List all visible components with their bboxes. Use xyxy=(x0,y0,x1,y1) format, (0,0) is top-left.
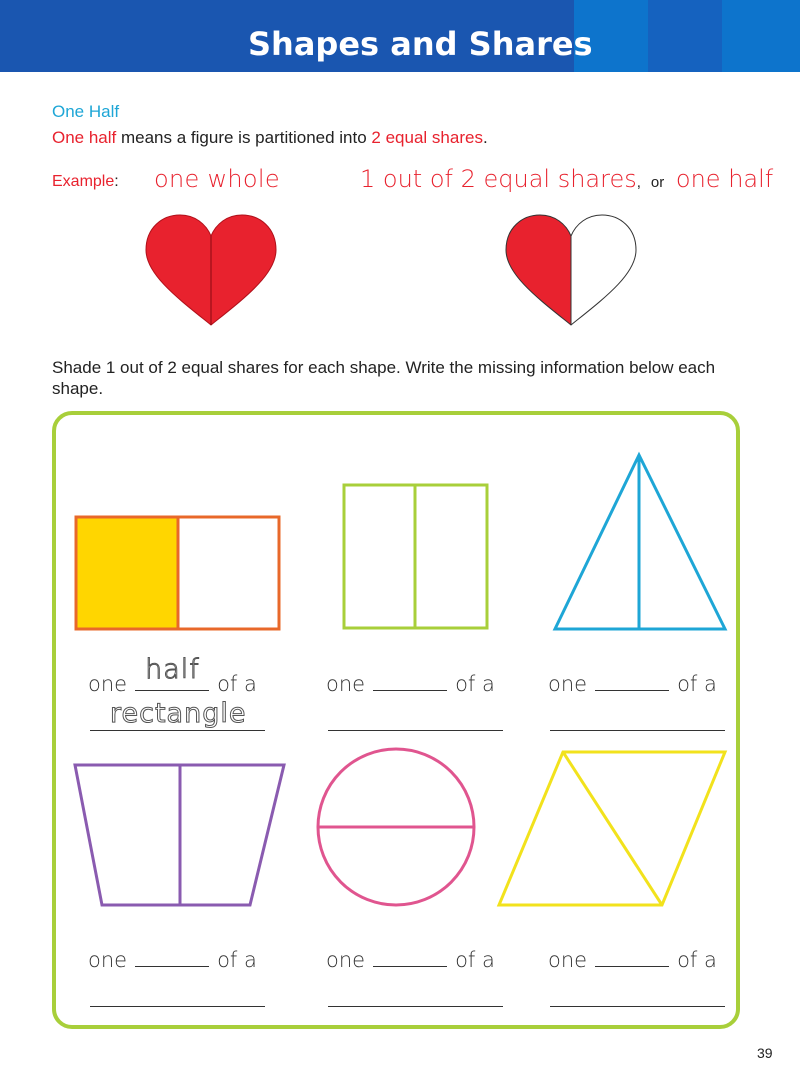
answer-line-6: one of a xyxy=(548,948,717,972)
answer-line-4: one of a xyxy=(88,948,257,972)
shape-name-blank[interactable] xyxy=(328,1006,503,1007)
shaded-half xyxy=(76,517,178,629)
parallelogram-shape[interactable] xyxy=(499,752,725,905)
shape-name-blank[interactable] xyxy=(90,1006,265,1007)
answer-line-5: one of a xyxy=(326,948,495,972)
page-number: 39 xyxy=(757,1045,773,1061)
rectangle-shape-2[interactable] xyxy=(344,485,487,628)
instructions-text: Shade 1 out of 2 equal shares for each shape. Write the missing information below each shape. xyxy=(52,358,716,398)
definition-highlight: 2 equal shares xyxy=(371,128,483,147)
example-comma: , xyxy=(636,174,641,191)
triangle-shape[interactable] xyxy=(555,455,725,629)
traced-answer: half xyxy=(145,654,200,685)
answer-line-3: one of a xyxy=(548,672,717,696)
definition-term: One half xyxy=(52,128,117,147)
answer-blank[interactable] xyxy=(595,674,669,691)
definition-body: means a figure is partitioned into xyxy=(116,128,372,147)
example-label: Example: xyxy=(52,173,119,190)
shape-name-blank[interactable] xyxy=(328,730,503,731)
definition-period: . xyxy=(482,128,488,147)
answer-blank[interactable] xyxy=(135,654,209,691)
example-whole-text: one whole xyxy=(154,165,280,193)
answer-blank[interactable] xyxy=(373,674,447,691)
shape-name-blank[interactable] xyxy=(550,730,725,731)
example-one-half: one half xyxy=(675,165,774,193)
traced-shape-name: rectangle xyxy=(110,698,247,729)
shape-name-blank[interactable] xyxy=(90,730,265,731)
answer-blank[interactable] xyxy=(373,950,447,967)
page-title: Shapes and Shares xyxy=(248,25,593,63)
answer-line-2: one of a xyxy=(326,672,495,696)
circle-shape[interactable] xyxy=(318,749,474,905)
example-or-text: or xyxy=(650,174,665,191)
answer-blank[interactable] xyxy=(595,950,669,967)
answer-line-1: one half of a xyxy=(88,654,257,696)
section-title: One Half xyxy=(52,102,120,121)
rectangle-shape-1[interactable] xyxy=(76,517,279,629)
trapezoid-shape[interactable] xyxy=(75,765,284,905)
shape-name-blank[interactable] xyxy=(550,1006,725,1007)
example-shares-text: 1 out of 2 equal shares xyxy=(360,165,637,193)
answer-blank[interactable] xyxy=(135,950,209,967)
